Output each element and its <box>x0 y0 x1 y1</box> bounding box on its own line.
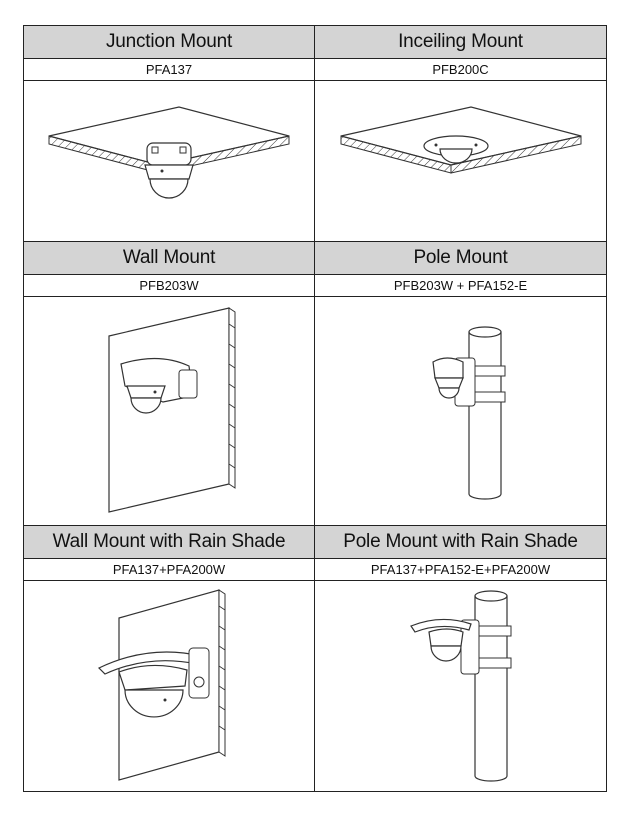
junction-mount-cell <box>24 81 315 242</box>
mount-title-pole: Pole Mount <box>315 242 607 275</box>
mount-title-pole-rain-shade: Pole Mount with Rain Shade <box>315 526 607 559</box>
pole-mount-illustration <box>361 304 561 519</box>
pole-mount-rain-shade-cell <box>315 581 607 792</box>
mount-title-wall-rain-shade: Wall Mount with Rain Shade <box>24 526 315 559</box>
wall-mount-illustration <box>69 304 269 519</box>
model-inceiling: PFB200C <box>315 59 607 81</box>
mount-title-wall: Wall Mount <box>24 242 315 275</box>
model-pole: PFB203W + PFA152-E <box>315 275 607 297</box>
model-wall-rain-shade: PFA137+PFA200W <box>24 559 315 581</box>
mount-table <box>23 25 607 792</box>
wall-mount-rain-shade-illustration <box>69 586 269 786</box>
inceiling-mount-illustration <box>336 101 586 221</box>
wall-mount-cell <box>24 297 315 526</box>
pole-mount-cell <box>315 297 607 526</box>
mount-title-junction: Junction Mount <box>24 26 315 59</box>
model-junction: PFA137 <box>24 59 315 81</box>
mount-title-inceiling: Inceiling Mount <box>315 26 607 59</box>
wall-mount-rain-shade-cell <box>24 581 315 792</box>
inceiling-mount-cell <box>315 81 607 242</box>
junction-mount-illustration <box>44 101 294 221</box>
model-wall: PFB203W <box>24 275 315 297</box>
model-pole-rain-shade: PFA137+PFA152-E+PFA200W <box>315 559 607 581</box>
pole-mount-rain-shade-illustration <box>351 586 571 786</box>
